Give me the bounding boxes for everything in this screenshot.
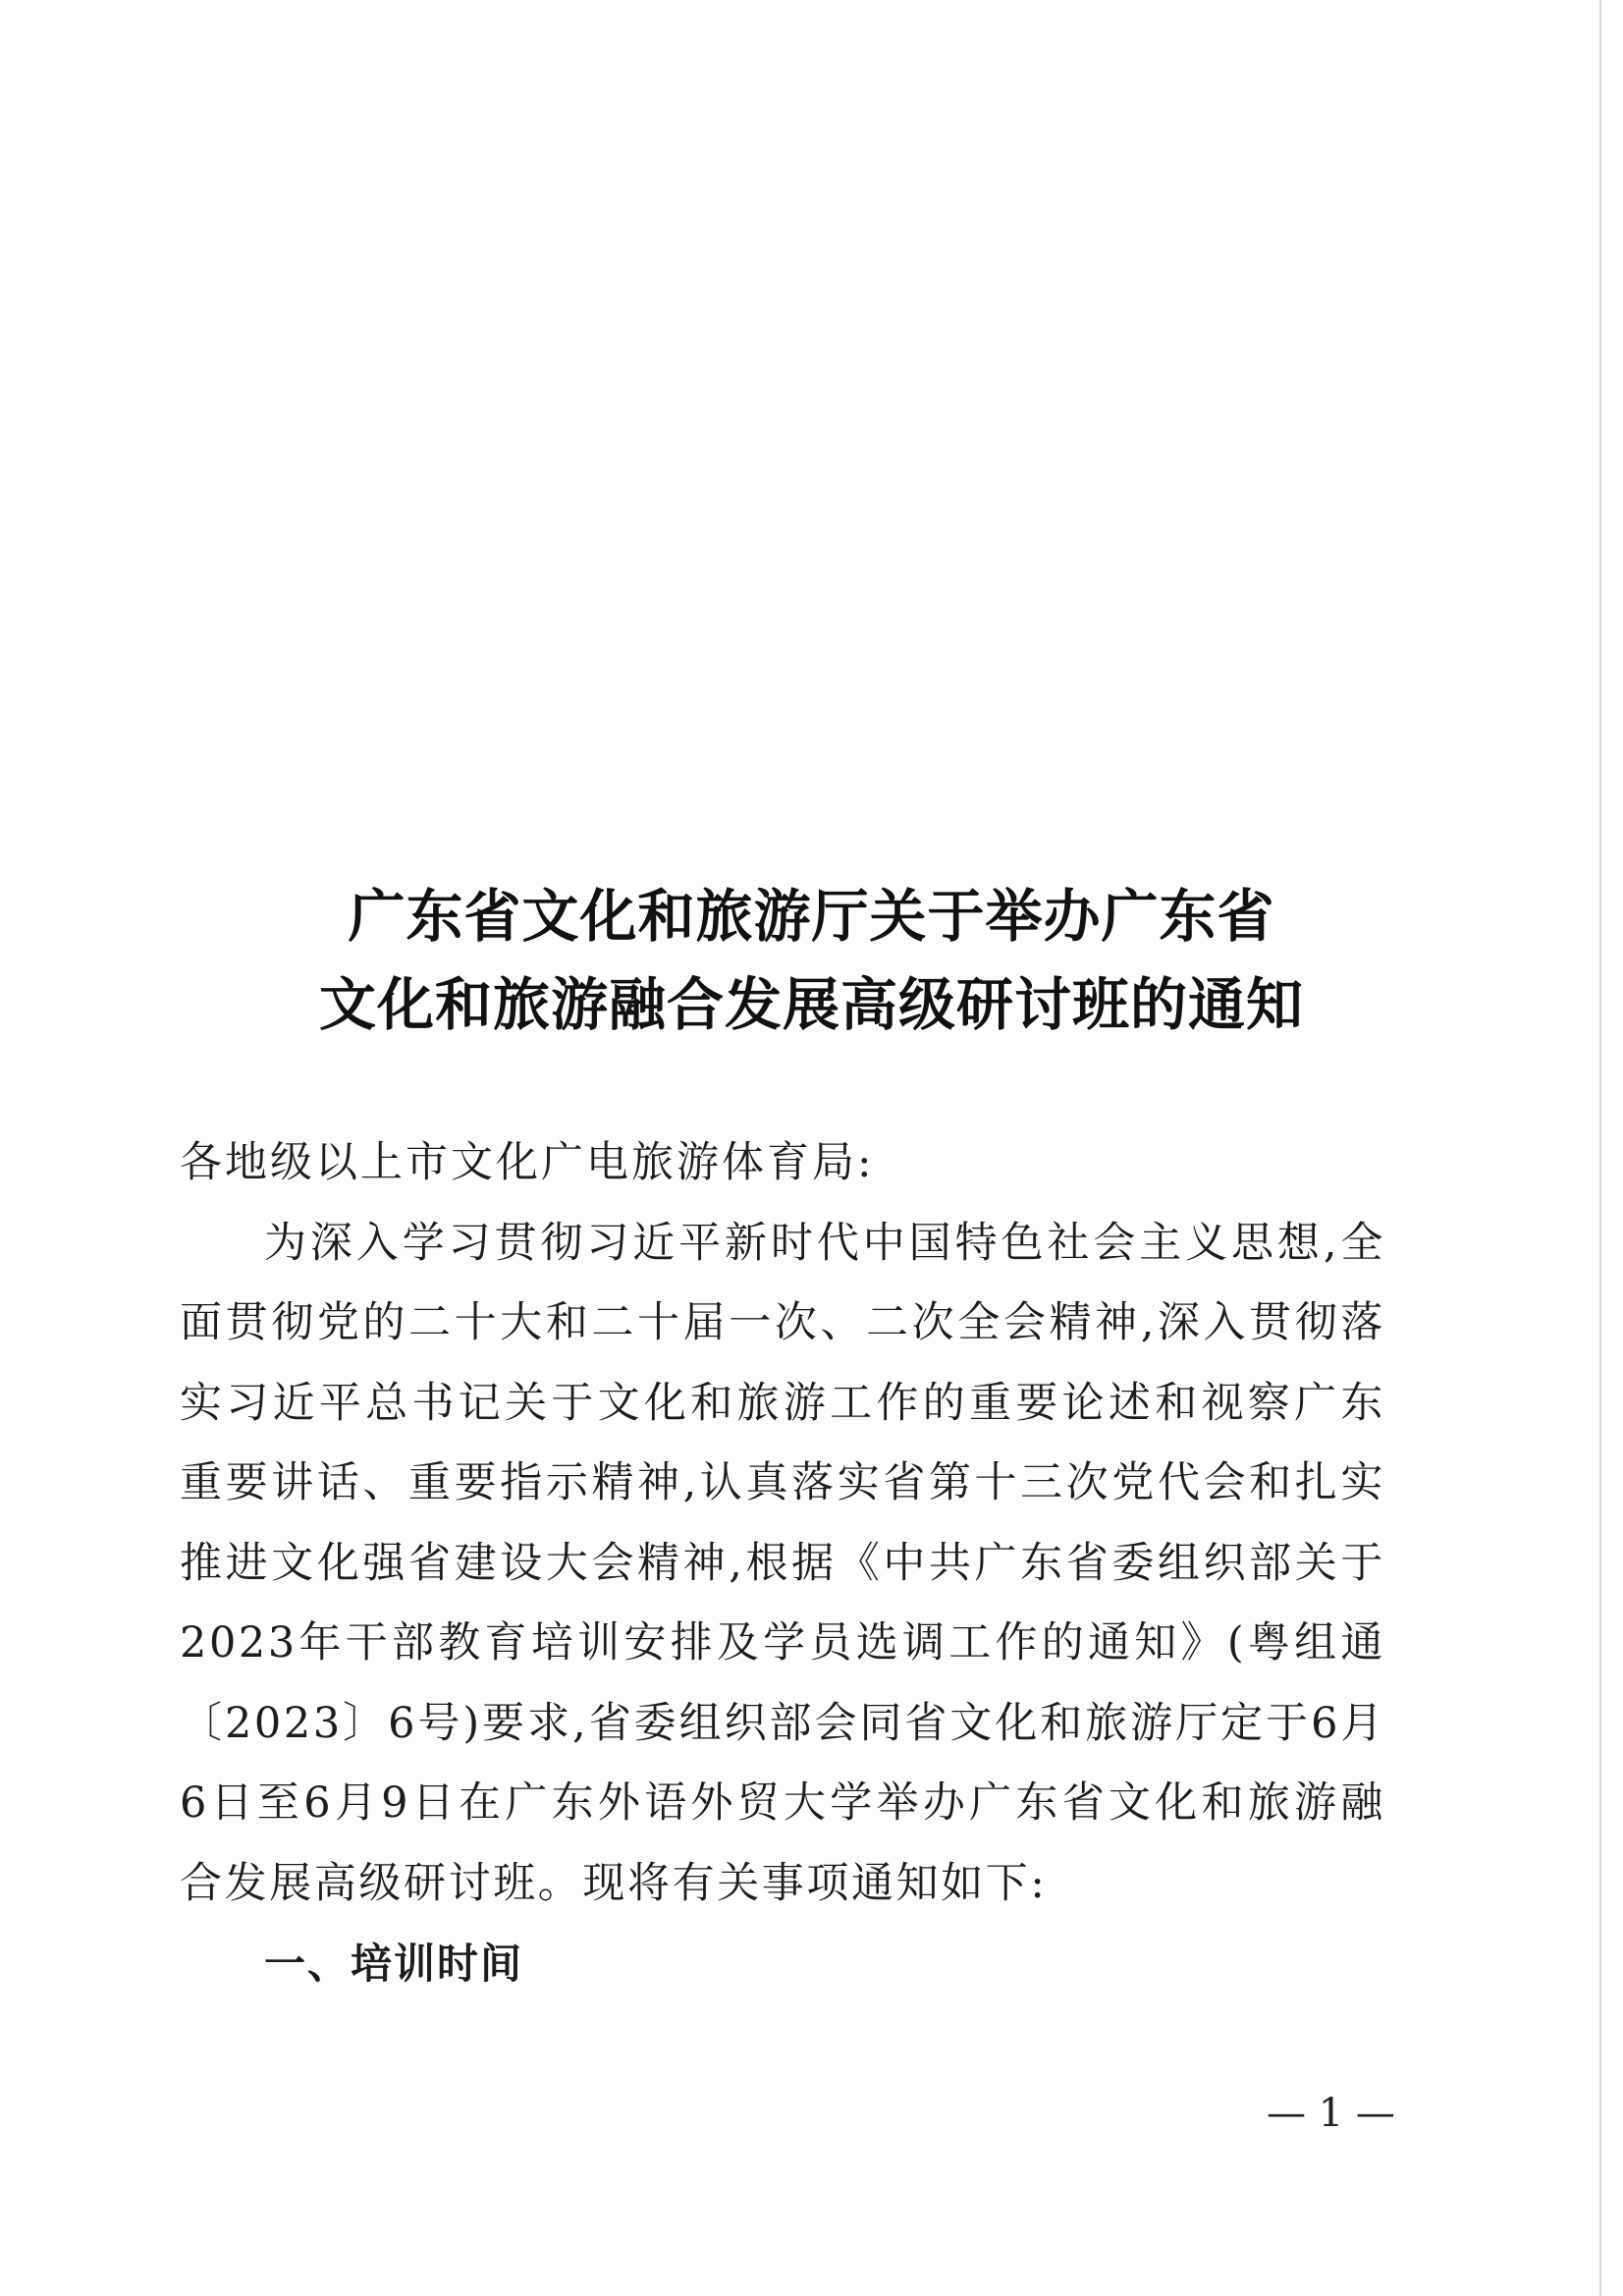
title-line-2: 文化和旅游融合发展高级研讨班的通知	[318, 971, 1304, 1038]
salutation: 各地级以上市文化广电旅游体育局:	[180, 1138, 875, 1187]
document-title	[0, 872, 1623, 1049]
page-edge-line	[1599, 0, 1601, 2296]
page-number: — 1 —	[1267, 2091, 1395, 2136]
title-line-1: 广东省文化和旅游厅关于举办广东省	[348, 883, 1275, 950]
section-1-heading: 一、培训时间	[264, 1940, 524, 1988]
paragraph-1: 为深入学习贯彻习近平新时代中国特色社会主义思想,全面贯彻党的二十大和二十届一次、二次全会精神,深入贯彻落实习近平总书记关于文化和旅游工作的重要论述和视察广东重要讲话、重要指示精神,认真落实省第十三次党代会和扎实推进文化强省建设大会精神,根据《中共广东省委组织部关于2023年干部教育培训安排及学员选调工作的通知》(粤组通〔2023〕6号)要求,省委组织部会同省文化和旅游厅定于6月6日至6月9日在广东外语外贸大学举办广东省文化和旅游融合发展高级研讨班。现将有关事项通知如下:	[180, 1218, 1385, 1908]
document-body	[180, 1123, 1385, 2004]
